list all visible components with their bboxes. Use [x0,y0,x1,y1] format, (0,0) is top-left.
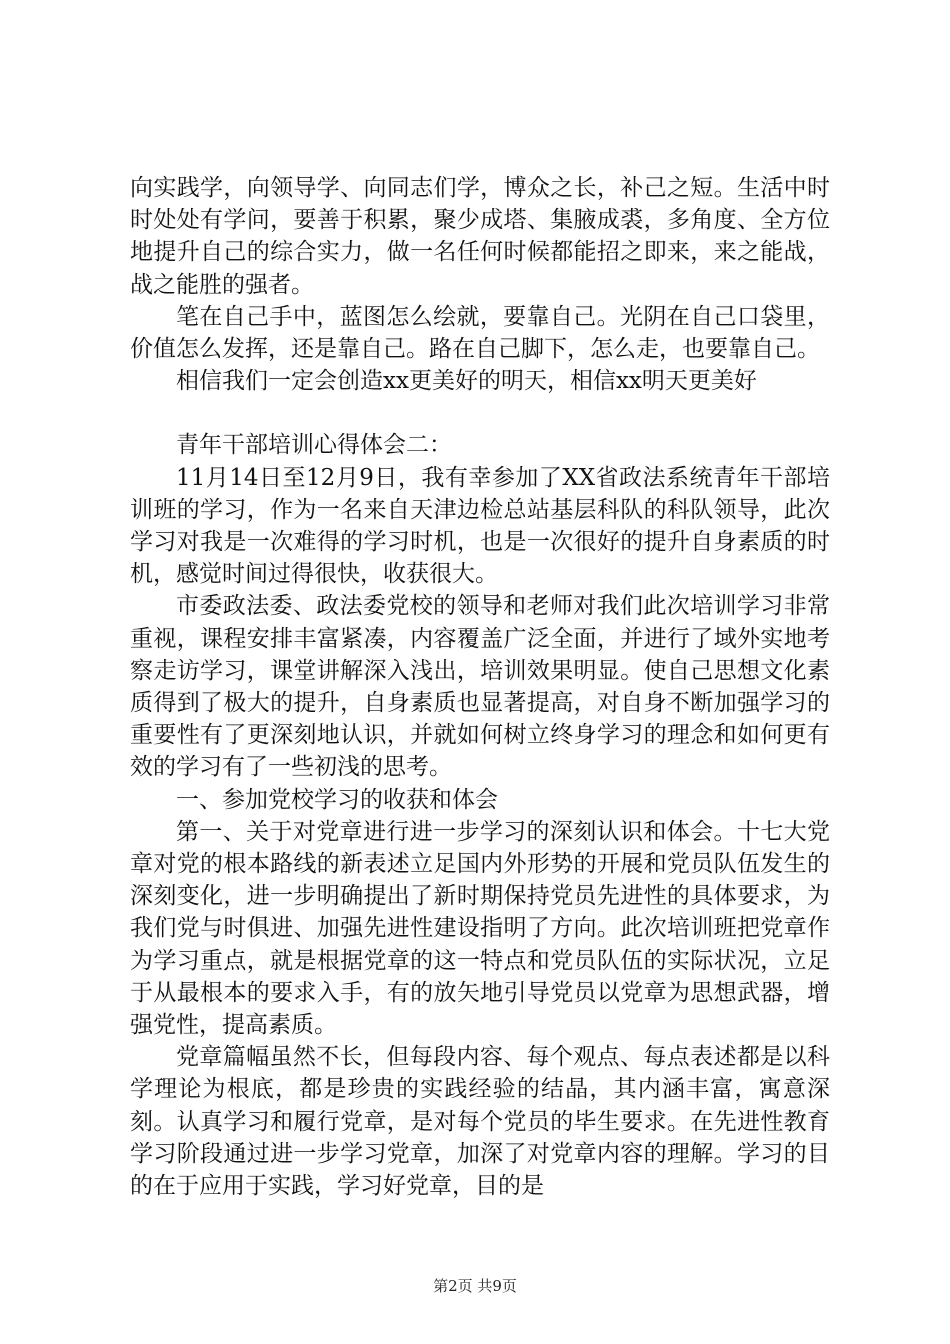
paragraph-training-arrangement: 市委政法委、政法委党校的领导和老师对我们此次培训学习非常重视，课程安排丰富紧凑，内容覆盖广泛全面，并进行了域外实地考察走访学习，课堂讲解深入浅出，培训效果明显。使自己思想文化素质得到了极大的提升，自身素质也显著提高，对自身不断加强学习的重要性有了更深刻地认识，并就如何树立终身学习的理念和如何更有效的学习有了一些初浅的思考。 [130,593,830,781]
subheading-gains: 一、参加党校学习的收获和体会 [176,786,498,813]
paragraph-self-reliance: 笔在自己手中，蓝图怎么绘就，要靠自己。光阴在自己口袋里，价值怎么发挥，还是靠自己。路在自己脚下，怎么走，也要靠自己。 [130,303,830,363]
paragraph-party-constitution: 第一、关于对党章进行进一步学习的深刻认识和体会。十七大党章对党的根本路线的新表述立足国内外形势的开展和党员队伍发生的深刻变化，进一步明确提出了新时期保持党员先进性的具体要求，为我们党与时俱进、加强先进性建设指明了方向。此次培训班把党章作为学习重点，就是根据党章的这一特点和党员队伍的实际状况，立足于从最根本的要求入手，有的放矢地引导党员以党章为思想武器，增强党性，提高素质。 [130,818,830,1039]
page-number-footer: 第2页 共9页 [433,1277,517,1295]
paragraph-continuation: 向实践学，向领导学、向同志们学，博众之长，补己之短。生活中时时处处有学问，要善于积累，聚少成塔、集腋成裘，多角度、全方位地提升自己的综合实力，做一名任何时候都能招之即来，来之能战，战之能胜的强者。 [130,175,830,298]
paragraph-belief: 相信我们一定会创造xx更美好的明天，相信xx明天更美好 [176,368,757,395]
section-title: 青年干部培训心得体会二： [176,432,452,459]
paragraph-training-intro: 11月14日至12月9日，我有幸参加了XX省政法系统青年干部培训班的学习，作为一名来自天津边检总站基层科队的科队领导，此次学习对我是一次难得的学习时机，也是一次很好的提升自身素质的时机，感觉时间过得很快，收获很大。 [130,464,830,588]
document-body [130,172,830,1202]
paragraph-constitution-study: 党章篇幅虽然不长，但每段内容、每个观点、每点表述都是以科学理论为根底，都是珍贵的实践经验的结晶，其内涵丰富，寓意深刻。认真学习和履行党章，是对每个党员的毕生要求。在先进性教育学习阶段通过进一步学习党章，加深了对党章内容的理解。学习的目的在于应用于实践，学习好党章，目的是 [130,1044,830,1200]
